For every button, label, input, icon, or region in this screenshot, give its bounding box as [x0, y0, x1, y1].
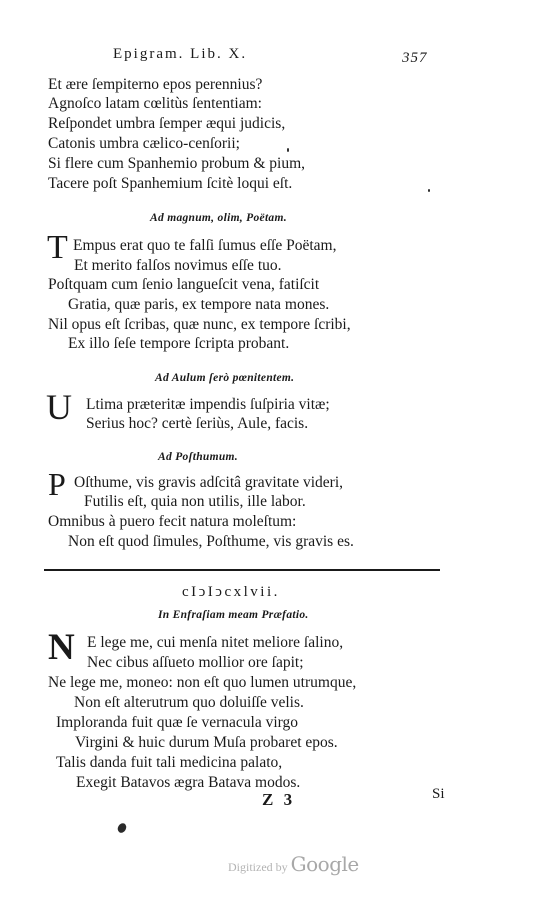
ink-blot — [116, 822, 128, 835]
section-divider — [44, 569, 440, 571]
verse-line: Agnoſco latam cœlitùs ſententiam: — [48, 95, 262, 112]
verse-line: Tacere poſt Spanhemium ſcitè loqui eſt. — [48, 175, 293, 192]
verse-line: Et ære ſempiterno epos perennius? — [48, 76, 263, 93]
verse-line: Nec cibus aſſueto mollior ore ſapit; — [87, 654, 304, 671]
digitized-prefix: Digitized by — [228, 860, 288, 874]
drop-cap-initial: N — [48, 627, 75, 668]
running-title: Epigram. Lib. X. — [113, 46, 248, 62]
catchword: Si — [432, 786, 445, 802]
verse-line: Si flere cum Spanhemio probum & pium, — [48, 155, 306, 172]
ink-speck — [428, 189, 430, 192]
verse-line: Imploranda fuit quæ ſe vernacula virgo — [56, 714, 299, 731]
verse-line: Oſthume, vis gravis adſcitâ gravitate videri, — [74, 474, 344, 491]
verse-line: Non eſt alterutrum quo doluiſſe velis. — [74, 694, 304, 711]
verse-line: Gratia, quæ paris, ex tempore nata mones. — [68, 296, 330, 313]
verse-line: Ex illo ſeſe tempore ſcripta probant. — [68, 335, 290, 352]
verse-line: Empus erat quo te falſi ſumus eſſe Poëtam, — [73, 237, 337, 254]
ink-speck — [287, 148, 289, 152]
verse-line: Virgini & huic durum Muſa probaret epos. — [75, 734, 338, 751]
verse-line: E lege me, cui menſa nitet meliore ſalino, — [87, 634, 344, 651]
epigram-number: cIↄIↄcxlvii. — [182, 584, 280, 600]
verse-line: Futilis eſt, quia non utilis, ille labor. — [84, 493, 306, 510]
epigram-title: Ad magnum, olim, Poëtam. — [150, 212, 287, 224]
verse-line: Ne lege me, moneo: non eſt quo lumen utrumque, — [48, 674, 357, 691]
verse-line: Nil opus eſt ſcribas, quæ nunc, ex tempore ſcribi, — [48, 316, 351, 333]
google-logo: Google — [290, 852, 359, 876]
verse-line: Talis danda fuit tali medicina palato, — [56, 754, 283, 771]
verse-line: Ltima præteritæ impendis ſuſpiria vitæ; — [86, 396, 330, 413]
verse-line: Exegit Batavos ægra Batava modos. — [76, 774, 301, 791]
signature-mark: Z 3 — [262, 790, 296, 809]
verse-line: Et merito falſos novimus eſſe tuo. — [74, 257, 282, 274]
drop-cap-initial: U — [46, 387, 72, 427]
epigram-title: Ad Aulum ſerò pœnitentem. — [155, 372, 295, 384]
verse-line: Catonis umbra cælico-cenſorii; — [48, 135, 240, 152]
verse-line: Poſtquam cum ſenio langueſcit vena, fatiſcit — [48, 276, 320, 293]
digitized-watermark — [228, 852, 359, 876]
epigram-title: Ad Poſthumum. — [158, 451, 238, 463]
verse-line: Serius hoc? certè ſeriùs, Aule, facis. — [86, 415, 309, 432]
drop-cap-initial: T — [47, 229, 68, 266]
epigram-title: In Enfraſiam meam Præfatio. — [158, 609, 309, 621]
verse-line: Reſpondet umbra ſemper æqui judicis, — [48, 115, 286, 132]
page-number: 357 — [402, 50, 428, 66]
verse-line: Non eſt quod ſimules, Poſthume, vis gravis es. — [68, 533, 354, 550]
drop-cap-initial: P — [48, 466, 66, 502]
verse-line: Omnibus à puero fecit natura moleſtum: — [48, 513, 297, 530]
